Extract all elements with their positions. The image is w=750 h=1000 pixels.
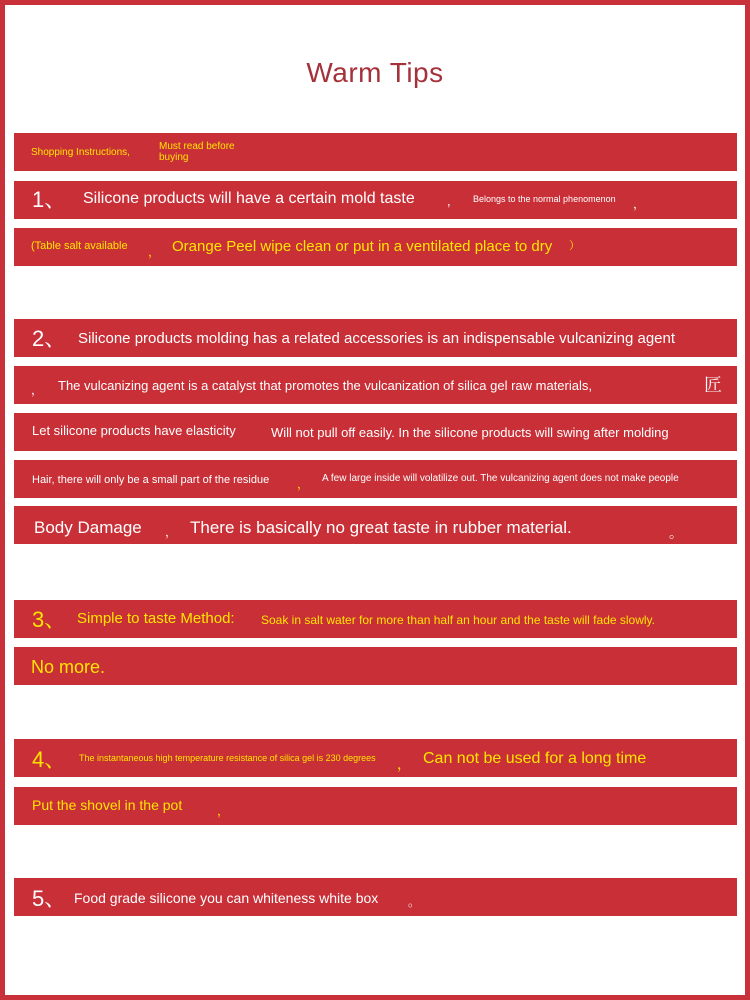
tip4-text2: Can not be used for a long time (423, 750, 647, 767)
tip1-line1-main: Silicone products will have a certain mold taste (83, 190, 415, 207)
tip5-bar (14, 878, 737, 916)
tip2-line4-bar (14, 460, 737, 498)
tip1-line1-note: Belongs to the normal phenomenon (473, 194, 616, 204)
tip2-line3-a: Let silicone products have elasticity (32, 423, 236, 438)
tip3-line2: No more. (31, 657, 106, 677)
tip3-number: 3、 (32, 607, 67, 632)
tip2-line3-b: Will not pull off easily. In the silicone products will swing after molding (271, 425, 669, 440)
tip3-text: Soak in salt water for more than half an hour and the taste will fade slowly. (261, 613, 655, 627)
tip2-line2-start: ， (31, 383, 44, 397)
tip1-line2-end: ） (569, 240, 580, 252)
tip3-line1-bar (14, 600, 737, 638)
tip1-line2-comma: ， (148, 245, 161, 259)
tip2-line4-b: A few large inside will volatilize out. The vulcanizing agent does not make people (322, 473, 679, 484)
tip2-line2-glyph: 匠 (704, 375, 722, 395)
tip2-line5-comma: ， (165, 525, 178, 539)
tip4-comma: ， (397, 756, 411, 772)
tip1-line2-bar (14, 228, 737, 266)
tip4-text: The instantaneous high temperature resistance of silica gel is 230 degrees (79, 753, 376, 763)
tip2-line5-b: There is basically no great taste in rubber material. (190, 518, 572, 537)
header-bar (14, 133, 737, 171)
tip5-end: 。 (408, 895, 421, 909)
must-read-note: Must read before buying (159, 141, 235, 163)
tip2-line1: Silicone products molding has a related accessories is an indispensable vulcanizing agent (78, 330, 676, 347)
tip4-line2-end: ， (217, 804, 230, 818)
tip4-number: 4、 (32, 747, 67, 772)
page-title: Warm Tips (306, 57, 444, 88)
tip2-line1-bar (14, 319, 737, 357)
tip2-line4-a: Hair, there will only be a small part of the residue (32, 474, 270, 486)
tip1-number: 1、 (32, 187, 67, 212)
tip2-number: 2、 (32, 326, 67, 351)
tip4-line2: Put the shovel in the pot (32, 797, 183, 813)
tip2-line5-bar (14, 506, 737, 544)
tip5-number: 5、 (32, 886, 67, 911)
tip2-line2: The vulcanizing agent is a catalyst that promotes the vulcanization of silica gel raw materials, (58, 378, 592, 393)
tip1-line1-bar (14, 181, 737, 219)
tip3-line2-bar (14, 647, 737, 685)
tip4-line1-bar (14, 739, 737, 777)
tip1-line2-a: (Table salt available (31, 240, 128, 252)
tip5-text: Food grade silicone you can whiteness white box (74, 890, 379, 906)
shopping-instructions-label: Shopping Instructions, (31, 147, 130, 158)
tip1-line1-comma: ， (447, 196, 458, 208)
tip3-label: Simple to taste Method: (77, 610, 235, 627)
tip2-line3-bar (14, 413, 737, 451)
tip2-line2-bar (14, 366, 737, 404)
tip2-line5-end: 。 (669, 525, 683, 541)
tip2-line4-comma: ， (297, 477, 310, 491)
tip2-line5-a: Body Damage (34, 518, 142, 537)
tip1-line2-b: Orange Peel wipe clean or put in a ventilated place to dry (172, 238, 553, 255)
tip4-line2-bar (14, 787, 737, 825)
tip1-line1-end: ， (633, 197, 646, 211)
